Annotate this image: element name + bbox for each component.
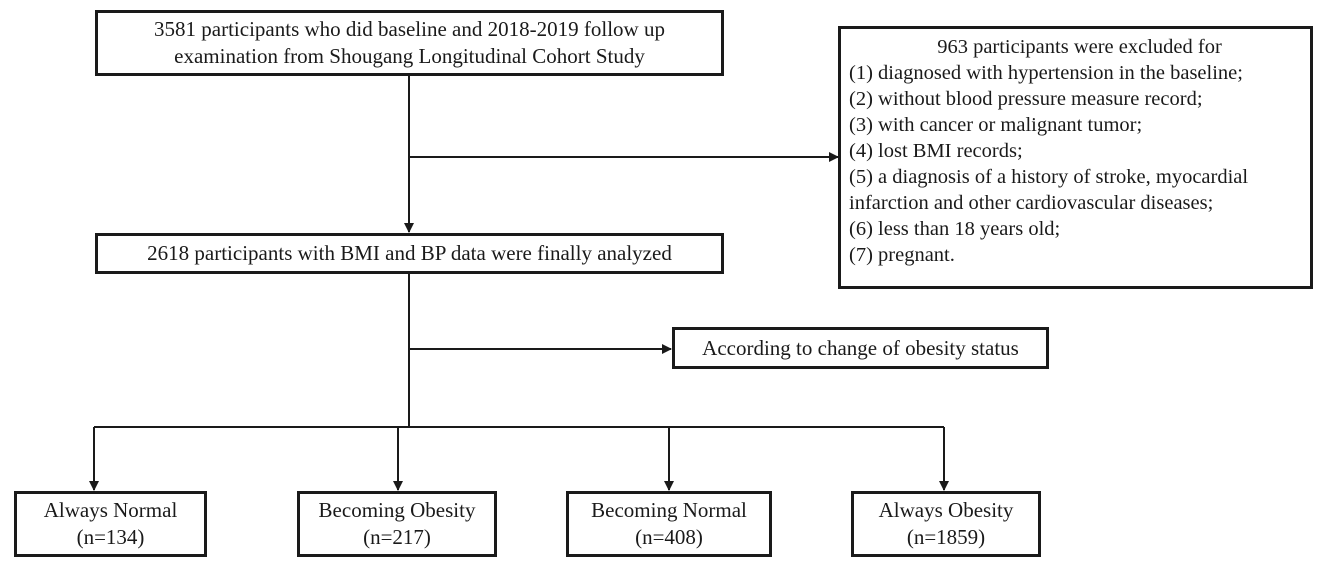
grouping-box — [672, 327, 1049, 369]
baseline-line-2: examination from Shougang Longitudinal Cohort Study — [174, 44, 645, 68]
group-box-becoming-obesity — [297, 491, 497, 557]
exclusion-criterion-5-cont: infarction and other cardiovascular diseases; — [849, 192, 1214, 214]
group-name: Becoming Obesity — [318, 498, 476, 522]
exclusion-box — [838, 26, 1313, 289]
group-name: Always Obesity — [878, 498, 1014, 522]
group-box-becoming-normal — [566, 491, 772, 557]
group-count: (n=1859) — [906, 525, 986, 549]
exclusion-criterion-1: (1) diagnosed with hypertension in the baseline; — [849, 62, 1243, 84]
grouping-text: According to change of obesity status — [702, 335, 1019, 360]
exclusion-header: 963 participants were excluded for — [937, 36, 1222, 58]
exclusion-criterion-4: (4) lost BMI records; — [849, 140, 1023, 162]
exclusion-criterion-3: (3) with cancer or malignant tumor; — [849, 114, 1143, 136]
analyzed-box — [95, 233, 724, 274]
group-box-always-normal — [14, 491, 207, 557]
exclusion-criterion-7: (7) pregnant. — [849, 244, 955, 266]
group-count: (n=408) — [635, 525, 703, 549]
group-box-always-obesity — [851, 491, 1041, 557]
exclusion-criterion-5: (5) a diagnosis of a history of stroke, myocardial — [849, 166, 1249, 188]
group-name: Becoming Normal — [591, 498, 747, 522]
exclusion-criterion-2: (2) without blood pressure measure record; — [849, 88, 1203, 110]
baseline-line-1: 3581 participants who did baseline and 2018-2019 follow up — [154, 17, 665, 41]
group-name: Always Normal — [43, 498, 178, 522]
baseline-box — [95, 10, 724, 76]
exclusion-criterion-6: (6) less than 18 years old; — [849, 218, 1061, 240]
group-count: (n=217) — [363, 525, 431, 549]
group-count: (n=134) — [76, 525, 145, 549]
analyzed-text: 2618 participants with BMI and BP data were finally analyzed — [147, 241, 672, 265]
